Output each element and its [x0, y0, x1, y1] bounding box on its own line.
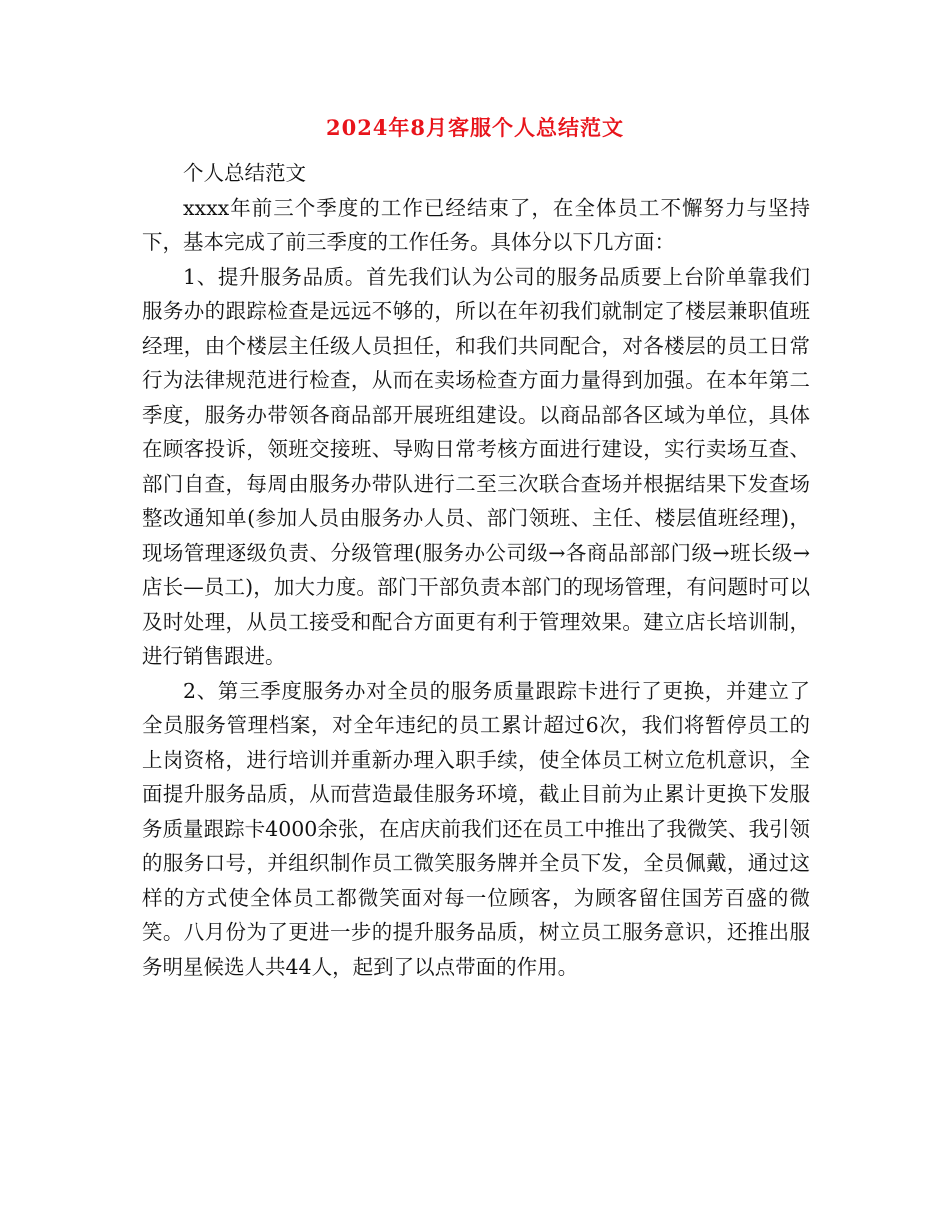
paragraph-item-1: 1、提升服务品质。首先我们认为公司的服务品质要上台阶单靠我们服务办的跟踪检查是远远不够的，所以在年初我们就制定了楼层兼职值班经理，由个楼层主任级人员担任，和我们共同配合，对各楼层的员工日常行为法律规范进行检查，从而在卖场检查方面力量得到加强。在本年第二季度，服务办带领各商品部开展班组建设。以商品部各区域为单位，具体在顾客投诉，领班交接班、导购日常考核方面进行建设，实行卖场互查、部门自查，每周由服务办带队进行二至三次联合查场并根据结果下发查场整改通知单(参加人员由服务办人员、部门领班、主任、楼层值班经理)，现场管理逐级负责、分级管理(服务办公司级→各商品部部门级→班长级→店长—员工)，加大力度。部门干部负责本部门的现场管理，有问题时可以及时处理，从员工接受和配合方面更有利于管理效果。建立店长培训制，进行销售跟进。 — [142, 264, 810, 668]
document-body — [142, 156, 810, 984]
paragraph-heading: 个人总结范文 — [183, 161, 306, 185]
document-title: 2024年8月客服个人总结范文 — [325, 115, 625, 140]
paragraph-intro: xxxx年前三个季度的工作已经结束了，在全体员工不懈努力与坚持下，基本完成了前三季度的工作任务。具体分以下几方面： — [142, 195, 810, 254]
paragraph-item-2: 2、第三季度服务办对全员的服务质量跟踪卡进行了更换，并建立了全员服务管理档案，对全年违纪的员工累计超过6次，我们将暂停员工的上岗资格，进行培训并重新办理入职手续，使全体员工树立危机意识，全面提升服务品质，从而营造最佳服务环境，截止目前为止累计更换下发服务质量跟踪卡4000余张，在店庆前我们还在员工中推出了我微笑、我引领的服务口号，并组织制作员工微笑服务牌并全员下发，全员佩戴，通过这样的方式使全体员工都微笑面对每一位顾客，为顾客留住国芳百盛的微笑。八月份为了更进一步的提升服务品质，树立员工服务意识，还推出服务明星候选人共44人，起到了以点带面的作用。 — [142, 678, 810, 979]
